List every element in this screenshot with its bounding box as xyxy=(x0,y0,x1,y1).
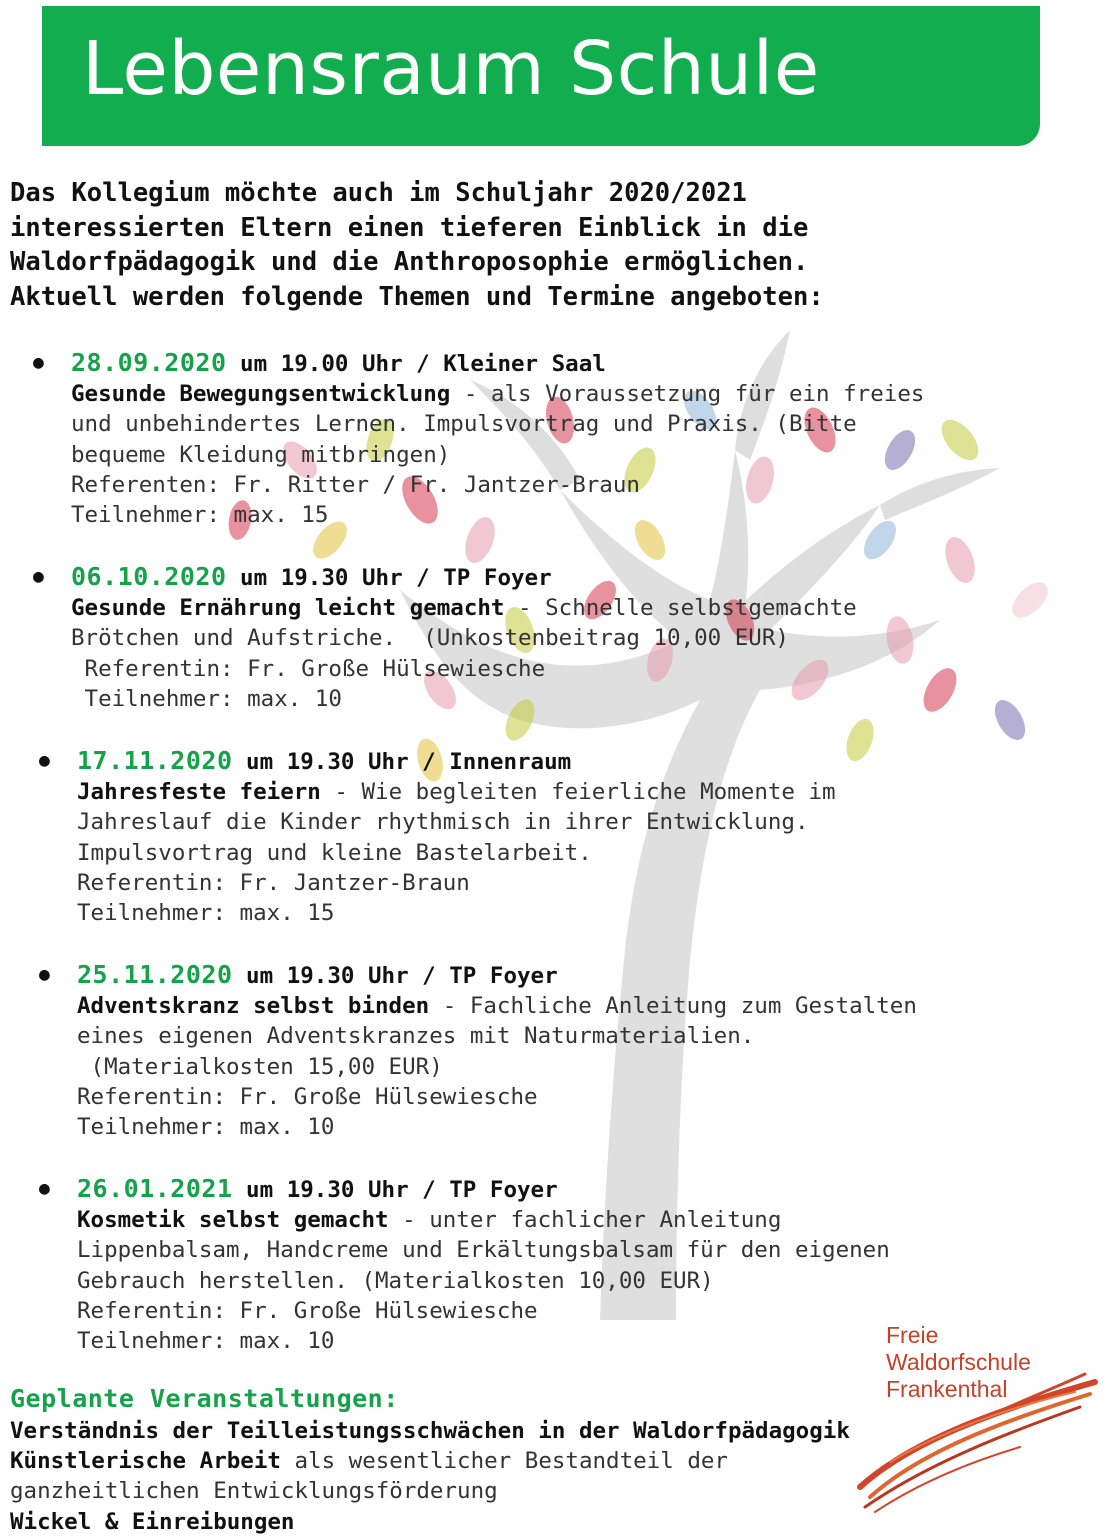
event-title: Jahresfeste feiern xyxy=(77,779,321,806)
event-title: Kosmetik selbst gemacht xyxy=(77,1207,389,1234)
event-item xyxy=(33,348,1101,530)
event-description: - Wie begleiten feierliche Momente im xyxy=(320,779,836,806)
planned-event-title: Wickel & Einreibungen xyxy=(10,1508,295,1535)
event-description: - Schnelle selbstgemachte xyxy=(504,595,857,622)
event-description: bequeme Kleidung mitbringen) xyxy=(71,441,451,468)
event-description: Lippenbalsam, Handcreme und Erkältungsbalsam für den eigenen xyxy=(77,1237,890,1264)
event-time-location: um 19.30 Uhr / TP Foyer xyxy=(226,565,552,591)
event-speaker: Referentin: Fr. Große Hülsewiesche xyxy=(77,1297,538,1324)
logo-line: Frankenthal xyxy=(886,1376,1008,1402)
event-description: - unter fachlicher Anleitung xyxy=(388,1207,782,1234)
event-date: 28.09.2020 xyxy=(71,348,227,377)
event-date: 26.01.2021 xyxy=(77,1174,233,1203)
event-item xyxy=(39,1174,1107,1356)
planned-event-title: Verständnis der Teilleistungsschwächen in der Waldorfpädagogik xyxy=(10,1418,850,1444)
logo-line: Waldorfschule xyxy=(886,1349,1031,1375)
event-time-location: um 19.30 Uhr / Innenraum xyxy=(232,749,572,775)
event-description: - als Voraussetzung für ein freies xyxy=(450,381,925,408)
event-title: Gesunde Bewegungsentwicklung xyxy=(71,381,451,408)
event-description: Brötchen und Aufstriche. (Unkostenbeitrag 10,00 EUR) xyxy=(71,625,789,652)
event-date: 25.11.2020 xyxy=(77,960,233,989)
event-date: 06.10.2020 xyxy=(71,562,227,591)
bullet-icon: ● xyxy=(33,352,44,373)
event-time-location: um 19.00 Uhr / Kleiner Saal xyxy=(226,351,606,377)
event-description: (Materialkosten 15,00 EUR) xyxy=(77,1053,443,1080)
event-participants: Teilnehmer: max. 10 xyxy=(77,1328,335,1355)
event-time-location: um 19.30 Uhr / TP Foyer xyxy=(232,963,558,989)
event-item xyxy=(39,960,1107,1142)
bullet-icon: ● xyxy=(39,1178,50,1199)
event-description: Impulsvortrag und kleine Bastelarbeit. xyxy=(77,839,592,866)
event-time-location: um 19.30 Uhr / TP Foyer xyxy=(232,1177,558,1203)
bullet-icon: ● xyxy=(39,964,50,985)
event-title: Gesunde Ernährung leicht gemacht xyxy=(71,595,505,622)
planned-events-list xyxy=(10,1416,1010,1537)
event-description: Gebrauch herstellen. (Materialkosten 10,00 EUR) xyxy=(77,1267,714,1294)
event-participants: Teilnehmer: max. 10 xyxy=(71,685,342,712)
event-description: Jahreslauf die Kinder rhythmisch in ihrer Entwicklung. xyxy=(77,809,809,836)
event-participants: Teilnehmer: max. 15 xyxy=(71,502,329,529)
bullet-icon: ● xyxy=(39,750,50,771)
event-speaker: Referentin: Fr. Große Hülsewiesche xyxy=(77,1083,538,1110)
title-banner xyxy=(42,6,1040,146)
event-item xyxy=(33,562,1101,714)
logo-line: Freie xyxy=(886,1322,939,1348)
event-date: 17.11.2020 xyxy=(77,746,233,775)
bullet-icon: ● xyxy=(33,566,44,587)
event-speaker: Referenten: Fr. Ritter / Fr. Jantzer-Braun xyxy=(71,471,640,498)
page-title: Lebensraum Schule xyxy=(82,26,820,112)
planned-event-description: ganzheitlichen Entwicklungsförderung xyxy=(10,1478,498,1505)
planned-event-title: Künstlerische Arbeit xyxy=(10,1448,281,1475)
event-description: - Fachliche Anleitung zum Gestalten xyxy=(429,993,917,1020)
event-description: eines eigenen Adventskranzes mit Naturmaterialien. xyxy=(77,1023,755,1050)
planned-event-description: als wesentlicher Bestandteil der xyxy=(280,1448,728,1475)
intro-text: Das Kollegium möchte auch im Schuljahr 2020/2021 interessierten Eltern einen tieferen Einblick in die Waldorfpädagogik und die Anthroposophie ermöglichen. Aktuell werden folgende Themen und Termine angeboten: xyxy=(10,178,824,312)
event-item xyxy=(39,746,1107,928)
event-speaker: Referentin: Fr. Große Hülsewiesche xyxy=(71,655,546,682)
event-description: und unbehindertes Lernen. Impulsvortrag und Praxis. (Bitte xyxy=(71,411,857,438)
event-title: Adventskranz selbst binden xyxy=(77,993,430,1020)
planned-events-heading: Geplante Veranstaltungen: xyxy=(10,1384,399,1413)
event-speaker: Referentin: Fr. Jantzer-Braun xyxy=(77,869,470,896)
event-participants: Teilnehmer: max. 15 xyxy=(77,900,335,927)
event-participants: Teilnehmer: max. 10 xyxy=(77,1114,335,1141)
